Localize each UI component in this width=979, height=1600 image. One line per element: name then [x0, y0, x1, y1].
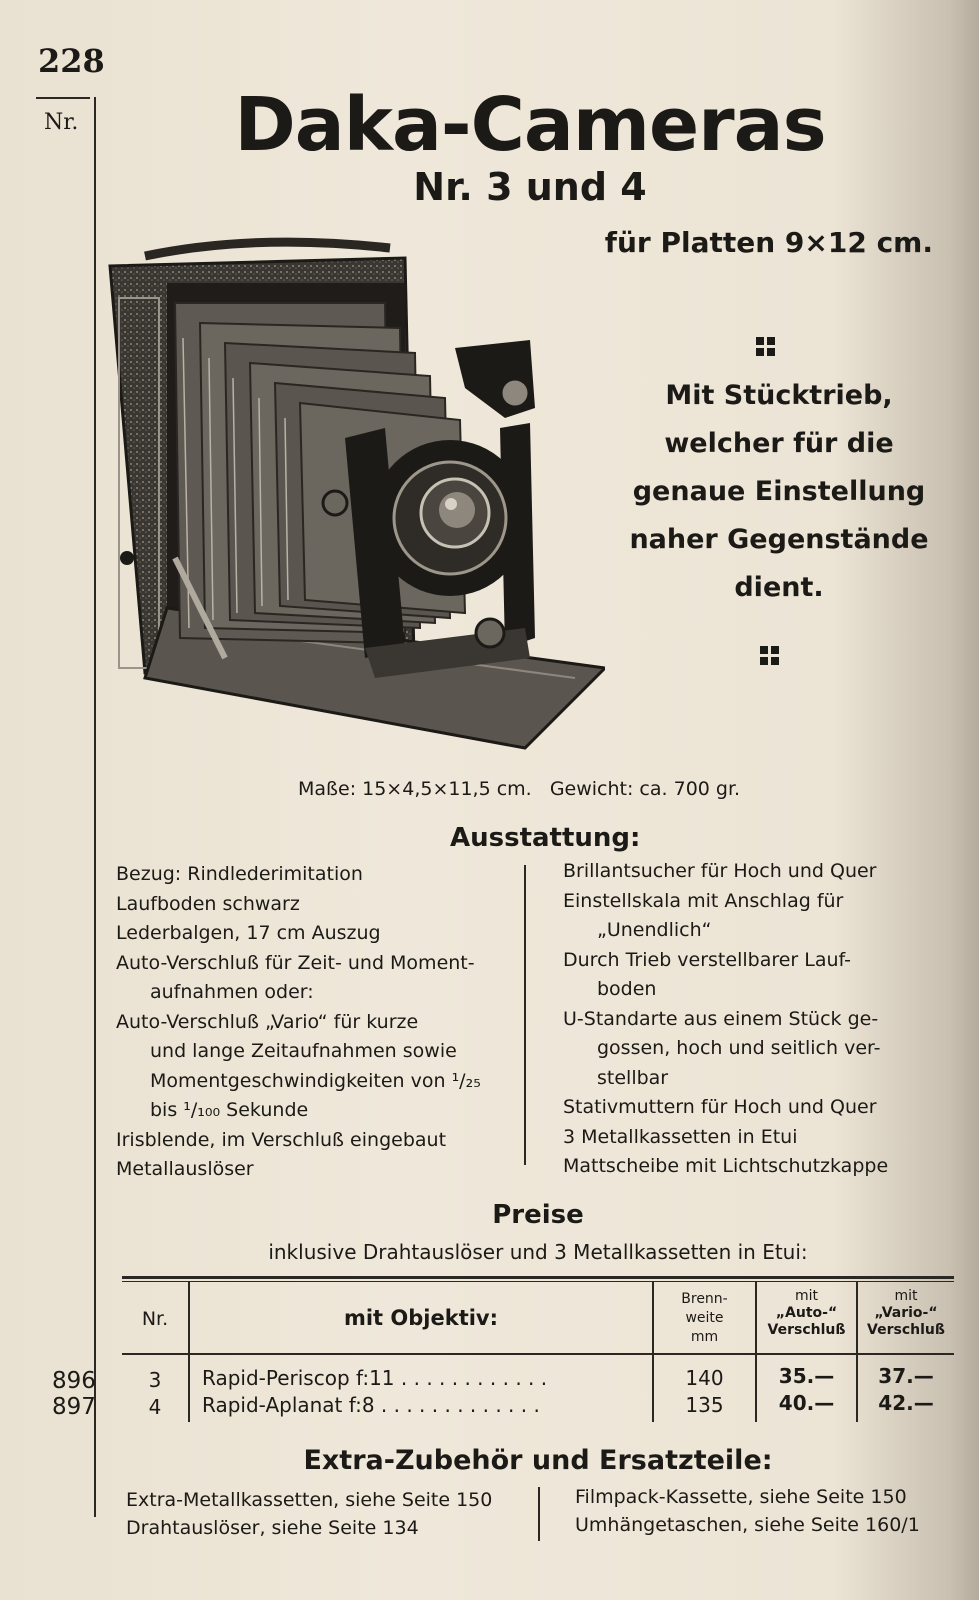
table-header-objective: mit Objektiv:	[343, 1306, 499, 1330]
equipment-item: aufnahmen oder:	[150, 981, 314, 1003]
row-nr: 3	[148, 1368, 162, 1392]
row-objective: Rapid-Periscop f:11 . . . . . . . . . . . .	[202, 1366, 548, 1390]
page-title: Daka-Cameras	[234, 82, 826, 168]
extras-list-left	[126, 1486, 492, 1542]
extras-item: Drahtauslöser, siehe Seite 134	[126, 1517, 419, 1539]
plate-size: für Platten 9×12 cm.	[604, 226, 933, 259]
equipment-item: bis ¹/₁₀₀ Sekunde	[150, 1099, 309, 1121]
row-objective: Rapid-Aplanat f:8 . . . . . . . . . . . . .	[202, 1393, 540, 1417]
margin-rule	[94, 97, 96, 1517]
equipment-item: Mattscheibe mit Lichtschutzkappe	[563, 1155, 889, 1177]
extras-item: Filmpack-Kassette, siehe Seite 150	[575, 1486, 907, 1508]
table-header-vario: mit „Vario-“ Verschluß	[867, 1288, 945, 1338]
prices-title: Preise	[492, 1200, 584, 1230]
equipment-item: Bezug: Rindlederimitation	[116, 863, 363, 885]
equipment-item: Brillantsucher für Hoch und Quer	[563, 860, 877, 882]
table-header-nr: Nr.	[141, 1308, 169, 1330]
prices-subtitle: inklusive Drahtauslöser und 3 Metallkassetten in Etui:	[268, 1240, 808, 1264]
extras-title: Extra-Zubehör und Ersatzteile:	[303, 1445, 773, 1476]
column-divider	[524, 865, 526, 1165]
feature-line: dient.	[734, 572, 824, 603]
equipment-item: 3 Metallkassetten in Etui	[563, 1125, 798, 1148]
feature-line: genaue Einstellung	[632, 476, 926, 507]
row-price-auto: 40.—	[778, 1391, 835, 1415]
feature-line: Mit Stücktrieb,	[665, 380, 893, 411]
catalog-number: 896	[52, 1368, 96, 1394]
extras-list-right	[575, 1483, 920, 1539]
equipment-item: stellbar	[597, 1066, 669, 1089]
equipment-item: boden	[597, 978, 657, 1000]
feature-line: welcher für die	[664, 428, 894, 459]
row-focal: 140	[685, 1366, 724, 1390]
equipment-list-right	[563, 857, 933, 1182]
table-top-rule-thin	[122, 1281, 954, 1282]
equipment-list-left	[116, 860, 506, 1185]
table-header-focal: Brenn- weite mm	[681, 1291, 728, 1345]
row-price-auto: 35.—	[778, 1364, 835, 1388]
row-nr: 4	[148, 1395, 162, 1419]
dimensions-weight: Maße: 15×4,5×11,5 cm. Gewicht: ca. 700 gr.	[298, 778, 741, 800]
nr-column-header: Nr.	[44, 110, 79, 135]
table-top-rule	[122, 1276, 954, 1279]
equipment-item: Auto-Verschluß für Zeit- und Moment-	[116, 951, 475, 974]
extras-item: Umhängetaschen, siehe Seite 160/1	[575, 1514, 920, 1536]
equipment-item: Einstellskala mit Anschlag für	[563, 889, 844, 912]
extras-item: Extra-Metallkassetten, siehe Seite 150	[126, 1489, 493, 1511]
table-header-rule	[122, 1353, 954, 1355]
table-divider	[188, 1282, 190, 1422]
equipment-item: Irisblende, im Verschluß eingebaut	[116, 1128, 447, 1151]
ornament-icon	[760, 646, 780, 666]
equipment-item: gossen, hoch und seitlich ver-	[597, 1037, 881, 1059]
row-price-vario: 37.—	[878, 1364, 934, 1388]
row-focal: 135	[685, 1393, 724, 1417]
equipment-item: Laufboden schwarz	[116, 892, 300, 915]
equipment-item: „Unendlich“	[597, 919, 712, 941]
table-header-auto: mit „Auto-“ Verschluß	[767, 1288, 846, 1338]
catalog-number: 897	[52, 1394, 96, 1420]
equipment-item: Auto-Verschluß „Vario“ für kurze	[116, 1010, 419, 1033]
column-divider	[538, 1487, 540, 1541]
ornament-icon	[756, 337, 776, 357]
feature-line: naher Gegenstände	[629, 524, 929, 555]
camera-illustration	[105, 228, 605, 763]
page-subtitle: Nr. 3 und 4	[413, 165, 647, 209]
row-price-vario: 42.—	[878, 1391, 934, 1415]
equipment-item: Metallauslöser	[116, 1158, 254, 1180]
equipment-item: Lederbalgen, 17 cm Auszug	[116, 922, 381, 944]
equipment-item: Durch Trieb verstellbarer Lauf-	[563, 948, 852, 971]
page-number: 228	[38, 42, 105, 80]
equipment-item: Momentgeschwindigkeiten von ¹/₂₅	[150, 1069, 481, 1092]
equipment-title: Ausstattung:	[450, 823, 641, 853]
equipment-item: Stativmuttern für Hoch und Quer	[563, 1096, 877, 1118]
equipment-item: U-Standarte aus einem Stück ge-	[563, 1007, 879, 1030]
equipment-item: und lange Zeitaufnahmen sowie	[150, 1040, 457, 1062]
